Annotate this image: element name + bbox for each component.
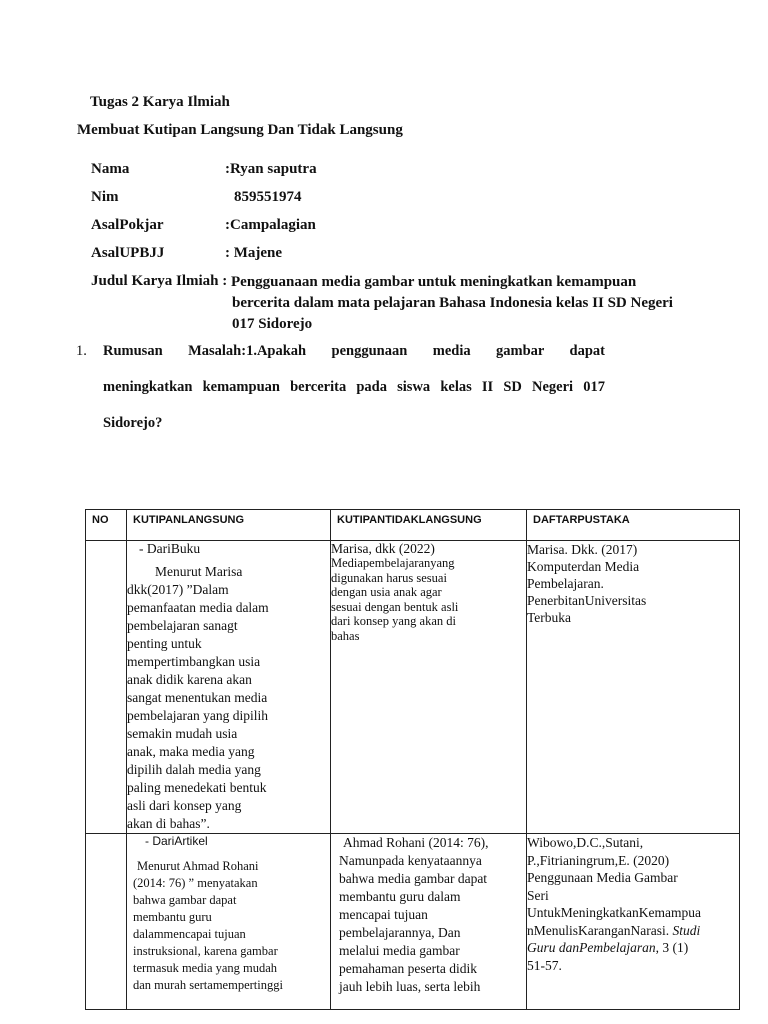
nim-label: Nim	[91, 189, 119, 205]
row2-bibliography: Wibowo,D.C.,Sutani, P.,Fitrianingrum,E. (2020) Penggunaan Media Gambar Seri UntukMeningkatkanKemampua nMenulisKaranganNarasi. Studi Guru danPembelajaran, 3 (1) 51-57.	[527, 835, 701, 973]
citation-table	[85, 509, 740, 1010]
row1-source-label: - DariBuku	[139, 541, 201, 556]
row1-bibliography: Marisa. Dkk. (2017) Komputerdan Media Pembelajaran. PenerbitanUniversitas Terbuka	[527, 542, 647, 625]
table-row	[86, 834, 740, 1010]
header-kutipan-langsung: KUTIPANLANGSUNG	[127, 510, 331, 541]
row2-direct-quote-cell	[127, 834, 331, 1010]
row2-source-label: - DariArtikel	[145, 834, 208, 848]
header-kutipan-tidak-langsung: KUTIPANTIDAKLANGSUNG	[331, 510, 527, 541]
judul-label: Judul Karya Ilmiah :	[91, 273, 228, 289]
rumusan-line-1: Rumusan Masalah:1.Apakah penggunaan media gambar dapat	[103, 343, 605, 359]
row1-direct-quote-cell	[127, 541, 331, 834]
document-title: Tugas 2 Karya Ilmiah	[90, 94, 230, 110]
row2-no	[86, 834, 127, 1010]
row1-direct-quote: Menurut Marisa dkk(2017) ”Dalam pemanfaatan media dalam pembelajaran sanagt penting untuk mempertimbangkan usia anak didik karena akan sangat menentukan media pembelajaran yang dipilih semakin mudah usia anak, maka media yang dipilih dalah media yang paling menedekati bentuk asli dari konsep yang akan di bahas”.	[127, 564, 269, 831]
judul-value	[232, 272, 692, 335]
judul-line-1: Pengguanaan media gambar untuk meningkatkan kemampuan	[231, 274, 637, 290]
upbjj-value: : Majene	[225, 245, 283, 261]
pokjar-label: AsalPokjar	[91, 217, 164, 233]
row2-indirect-quote-cell	[331, 834, 527, 1010]
table-row	[86, 541, 740, 834]
pokjar-value: :Campalagian	[225, 217, 316, 233]
judul-line-3: 017 Sidorejo	[232, 316, 313, 332]
judul-line-2: bercerita dalam mata pelajaran Bahasa Indonesia kelas II SD Negeri	[232, 295, 673, 311]
row1-bibliography-cell	[527, 541, 740, 834]
row1-indirect-quote-cell: Marisa, dkk (2022) Mediapembelajaranyang digunakan harus sesuai dengan usia anak agar sesuai dengan bentuk asli dari konsep yang akan di bahas	[331, 541, 527, 834]
rumusan-line-3: Sidorejo?	[103, 415, 163, 431]
rumusan-line-2: meningkatkan kemampuan bercerita pada siswa kelas II SD Negeri 017	[103, 379, 605, 395]
table-header-row	[86, 510, 740, 541]
nama-label: Nama	[91, 161, 130, 177]
row2-bibliography-cell	[527, 834, 740, 1010]
rumusan-number: 1.	[76, 343, 87, 359]
document-subtitle: Membuat Kutipan Langsung Dan Tidak Langsung	[77, 122, 403, 138]
nama-value: :Ryan saputra	[225, 161, 317, 177]
row1-no	[86, 541, 127, 834]
header-daftar-pustaka: DAFTARPUSTAKA	[527, 510, 740, 541]
row2-indirect-quote: Ahmad Rohani (2014: 76), Namunpada kenyataannya bahwa media gambar dapat membantu guru dalam mencapai tujuan pembelajarannya, Dan melalui media gambar pemahaman peserta didik jauh lebih luas, serta lebih	[339, 835, 489, 994]
row2-direct-quote: Menurut Ahmad Rohani (2014: 76) ” menyatakan bahwa gambar dapat membantu guru dalammencapai tujuan instruksional, karena gambar termasuk media yang mudah dan murah sertamempertinggi	[133, 859, 283, 992]
upbjj-label: AsalUPBJJ	[91, 245, 165, 261]
header-no: NO	[86, 510, 127, 541]
row1-indirect-quote: Mediapembelajaranyang digunakan harus sesuai dengan usia anak agar sesuai dengan bentuk asli dari konsep yang akan di bahas	[331, 556, 459, 643]
nim-value: 859551974	[234, 189, 302, 205]
